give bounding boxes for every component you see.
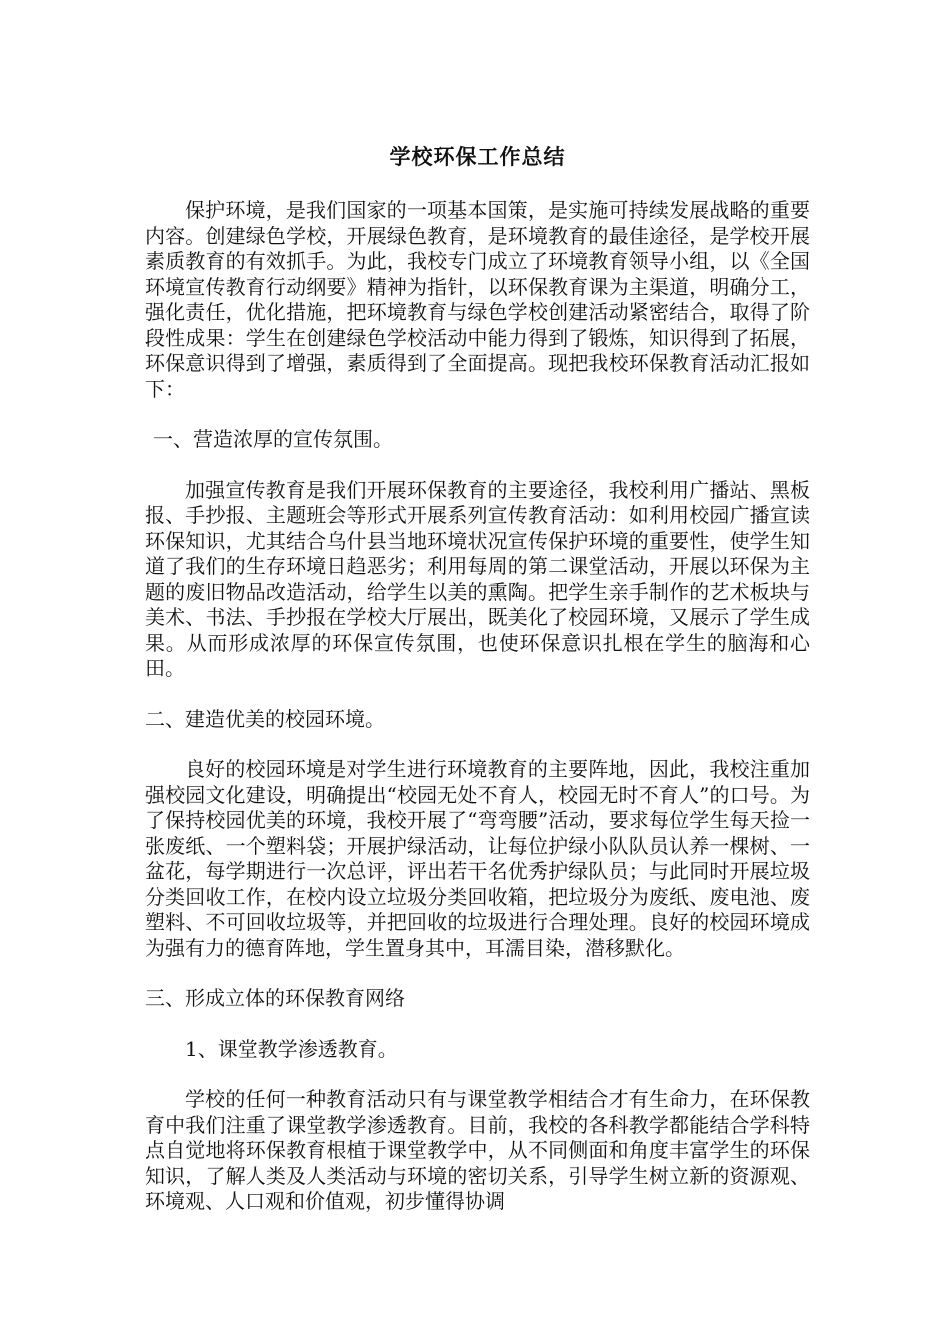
intro-paragraph: 保护环境，是我们国家的一项基本国策，是实施可持续发展战略的重要内容。创建绿色学校，开展绿色教育，是环境教育的最佳途径，是学校开展素质教育的有效抓手。为此，我校专门成立了环境教育领导小组，以《全国环境宣传教育行动纲要》精神为指针，以环保教育课为主渠道，明确分工，强化责任，优化措施，把环境教育与绿色学校创建活动紧密结合，取得了阶段性成果：学生在创建绿色学校活动中能力得到了锻炼，知识得到了拓展，环保意识得到了增强，素质得到了全面提高。现把我校环保教育活动汇报如下： (145, 198, 810, 401)
section-2-paragraph: 良好的校园环境是对学生进行环境教育的主要阵地，因此，我校注重加强校园文化建设，明确提出“校园无处不育人，校园无时不育人”的口号。为了保持校园优美的环境，我校开展了“弯弯腰”活动，要求每位学生每天捡一张废纸、一个塑料袋；开展护绿活动，让每位护绿小队队员认养一棵树、一盆花，每学期进行一次总评，评出若干名优秀护绿队员；与此同时开展垃圾分类回收工作，在校内设立垃圾分类回收箱，把垃圾分为废纸、废电池、废塑料、不可回收垃圾等，并把回收的垃圾进行合理处理。良好的校园环境成为强有力的德育阵地，学生置身其中，耳濡目染，潜移默化。 (145, 757, 810, 960)
section-3-heading: 三、形成立体的环保教育网络 (145, 986, 405, 1010)
document-body (145, 140, 810, 1240)
section-3-subheading-1: 1、课堂教学渗透教育。 (185, 1036, 398, 1061)
section-1-paragraph: 加强宣传教育是我们开展环保教育的主要途径，我校利用广播站、黑板报、手抄报、主题班会等形式开展系列宣传教育活动：如利用校园广播宣读环保知识，尤其结合乌什县当地环境状况宣传保护环境的重要性，使学生知道了我们的生存环境日趋恶劣；利用每周的第二课堂活动，开展以环保为主题的废旧物品改造活动，给学生以美的熏陶。把学生亲手制作的艺术板块与美术、书法、手抄报在学校大厅展出，既美化了校园环境，又展示了学生成果。从而形成浓厚的环保宣传氛围，也使环保意识扎根在学生的脑海和心田。 (145, 477, 810, 680)
section-2-heading: 二、建造优美的校园环境。 (145, 706, 385, 731)
document-title: 学校环保工作总结 (389, 144, 566, 169)
section-3-sub-1-paragraph: 学校的任何一种教育活动只有与课堂教学相结合才有生命力，在环保教育中我们注重了课堂教学渗透教育。目前，我校的各科教学都能结合学科特点自觉地将环保教育根植于课堂教学中，从不同侧面和角度丰富学生的环保知识，了解人类及人类活动与环境的密切关系，引导学生树立新的资源观、环境观、人口观和价值观，初步懂得协调 (145, 1087, 810, 1213)
section-1-heading: 一、营造浓厚的宣传氛围。 (153, 427, 393, 451)
